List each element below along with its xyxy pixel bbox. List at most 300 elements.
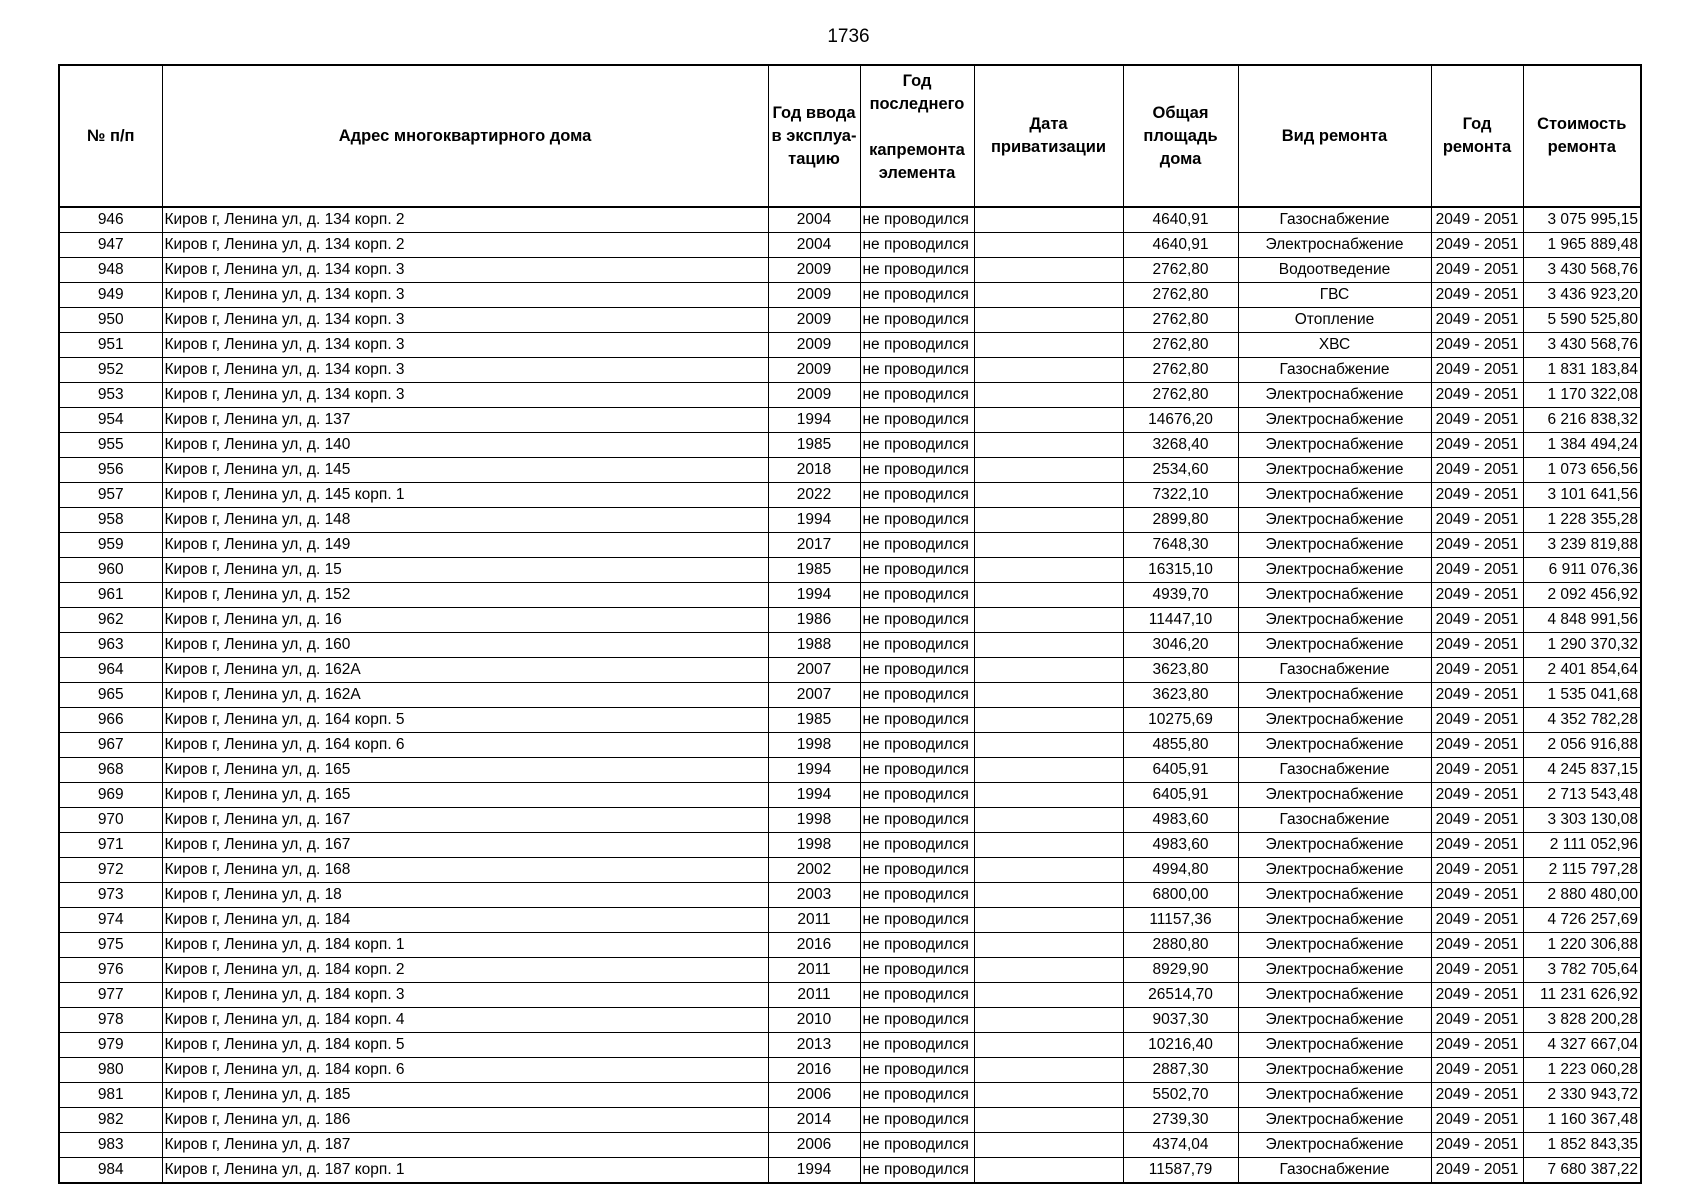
cell-last-repair: не проводился: [860, 683, 974, 708]
cell-privatization: [974, 833, 1123, 858]
table-row: [59, 883, 1641, 908]
cell-last-repair: не проводился: [860, 833, 974, 858]
cell-cost: 3 075 995,15: [1523, 207, 1641, 233]
repair-register-table: [58, 64, 1642, 1184]
cell-privatization: [974, 1033, 1123, 1058]
cell-num: 957: [59, 483, 162, 508]
cell-cost: 1 852 843,35: [1523, 1133, 1641, 1158]
cell-privatization: [974, 683, 1123, 708]
cell-repair-year: 2049 - 2051: [1431, 908, 1523, 933]
cell-area: 4640,91: [1123, 207, 1238, 233]
cell-address: Киров г, Ленина ул, д. 187: [162, 1133, 768, 1158]
cell-repair-type: Электроснабжение: [1238, 933, 1431, 958]
cell-area: 2762,80: [1123, 383, 1238, 408]
cell-year-in: 2009: [768, 333, 860, 358]
table-row: [59, 533, 1641, 558]
cell-repair-type: Электроснабжение: [1238, 883, 1431, 908]
cell-repair-type: Электроснабжение: [1238, 833, 1431, 858]
table-row: [59, 258, 1641, 283]
cell-repair-year: 2049 - 2051: [1431, 833, 1523, 858]
cell-num: 946: [59, 207, 162, 233]
cell-address: Киров г, Ленина ул, д. 167: [162, 808, 768, 833]
cell-last-repair: не проводился: [860, 1108, 974, 1133]
cell-repair-type: Электроснабжение: [1238, 233, 1431, 258]
cell-area: 2762,80: [1123, 333, 1238, 358]
cell-address: Киров г, Ленина ул, д. 149: [162, 533, 768, 558]
cell-privatization: [974, 958, 1123, 983]
table-row: [59, 483, 1641, 508]
cell-num: 964: [59, 658, 162, 683]
table-row: [59, 458, 1641, 483]
cell-num: 948: [59, 258, 162, 283]
cell-repair-year: 2049 - 2051: [1431, 983, 1523, 1008]
table-row: [59, 608, 1641, 633]
cell-year-in: 2018: [768, 458, 860, 483]
cell-area: 26514,70: [1123, 983, 1238, 1008]
cell-address: Киров г, Ленина ул, д. 165: [162, 758, 768, 783]
cell-num: 972: [59, 858, 162, 883]
cell-last-repair: не проводился: [860, 1158, 974, 1184]
cell-repair-year: 2049 - 2051: [1431, 333, 1523, 358]
cell-address: Киров г, Ленина ул, д. 137: [162, 408, 768, 433]
cell-address: Киров г, Ленина ул, д. 184 корп. 5: [162, 1033, 768, 1058]
cell-area: 2762,80: [1123, 308, 1238, 333]
cell-address: Киров г, Ленина ул, д. 134 корп. 2: [162, 233, 768, 258]
cell-year-in: 2016: [768, 1058, 860, 1083]
table-row: [59, 758, 1641, 783]
cell-repair-year: 2049 - 2051: [1431, 533, 1523, 558]
cell-cost: 3 430 568,76: [1523, 333, 1641, 358]
cell-repair-type: Электроснабжение: [1238, 433, 1431, 458]
table-row: [59, 783, 1641, 808]
page-number: 1736: [827, 26, 870, 47]
cell-year-in: 1998: [768, 808, 860, 833]
cell-repair-year: 2049 - 2051: [1431, 858, 1523, 883]
cell-repair-year: 2049 - 2051: [1431, 733, 1523, 758]
header-area: Общая площадь дома: [1123, 65, 1238, 207]
cell-num: 952: [59, 358, 162, 383]
cell-area: 11157,36: [1123, 908, 1238, 933]
cell-last-repair: не проводился: [860, 883, 974, 908]
cell-year-in: 1998: [768, 733, 860, 758]
cell-repair-year: 2049 - 2051: [1431, 508, 1523, 533]
cell-privatization: [974, 1058, 1123, 1083]
cell-address: Киров г, Ленина ул, д. 162А: [162, 683, 768, 708]
cell-repair-type: Электроснабжение: [1238, 1008, 1431, 1033]
table-row: [59, 1033, 1641, 1058]
cell-address: Киров г, Ленина ул, д. 134 корп. 3: [162, 383, 768, 408]
cell-area: 4983,60: [1123, 808, 1238, 833]
cell-repair-year: 2049 - 2051: [1431, 633, 1523, 658]
cell-repair-year: 2049 - 2051: [1431, 458, 1523, 483]
cell-repair-year: 2049 - 2051: [1431, 1158, 1523, 1184]
cell-year-in: 2006: [768, 1133, 860, 1158]
cell-address: Киров г, Ленина ул, д. 134 корп. 3: [162, 258, 768, 283]
cell-num: 961: [59, 583, 162, 608]
cell-repair-year: 2049 - 2051: [1431, 258, 1523, 283]
cell-address: Киров г, Ленина ул, д. 160: [162, 633, 768, 658]
table-row: [59, 683, 1641, 708]
cell-address: Киров г, Ленина ул, д. 134 корп. 3: [162, 283, 768, 308]
cell-repair-year: 2049 - 2051: [1431, 608, 1523, 633]
cell-privatization: [974, 283, 1123, 308]
cell-area: 6405,91: [1123, 783, 1238, 808]
cell-privatization: [974, 1108, 1123, 1133]
cell-area: 16315,10: [1123, 558, 1238, 583]
cell-repair-type: Электроснабжение: [1238, 383, 1431, 408]
table-row: [59, 283, 1641, 308]
cell-repair-year: 2049 - 2051: [1431, 883, 1523, 908]
cell-last-repair: не проводился: [860, 333, 974, 358]
cell-area: 3046,20: [1123, 633, 1238, 658]
cell-address: Киров г, Ленина ул, д. 184 корп. 4: [162, 1008, 768, 1033]
cell-cost: 1 160 367,48: [1523, 1108, 1641, 1133]
cell-cost: 3 101 641,56: [1523, 483, 1641, 508]
cell-area: 4994,80: [1123, 858, 1238, 883]
cell-area: 3623,80: [1123, 683, 1238, 708]
cell-repair-year: 2049 - 2051: [1431, 708, 1523, 733]
cell-address: Киров г, Ленина ул, д. 134 корп. 3: [162, 358, 768, 383]
cell-privatization: [974, 433, 1123, 458]
cell-repair-type: Электроснабжение: [1238, 983, 1431, 1008]
cell-privatization: [974, 808, 1123, 833]
cell-last-repair: не проводился: [860, 1058, 974, 1083]
cell-last-repair: не проводился: [860, 283, 974, 308]
cell-cost: 1 290 370,32: [1523, 633, 1641, 658]
cell-num: 955: [59, 433, 162, 458]
cell-repair-type: Электроснабжение: [1238, 733, 1431, 758]
cell-year-in: 1988: [768, 633, 860, 658]
cell-last-repair: не проводился: [860, 433, 974, 458]
cell-privatization: [974, 633, 1123, 658]
cell-last-repair: не проводился: [860, 733, 974, 758]
cell-num: 958: [59, 508, 162, 533]
cell-area: 2762,80: [1123, 258, 1238, 283]
cell-privatization: [974, 333, 1123, 358]
cell-last-repair: не проводился: [860, 583, 974, 608]
cell-year-in: 2014: [768, 1108, 860, 1133]
cell-year-in: 2009: [768, 358, 860, 383]
cell-repair-year: 2049 - 2051: [1431, 933, 1523, 958]
cell-repair-year: 2049 - 2051: [1431, 207, 1523, 233]
cell-num: 954: [59, 408, 162, 433]
cell-repair-type: Электроснабжение: [1238, 708, 1431, 733]
header-privatization: Дата приватизации: [974, 65, 1123, 207]
cell-privatization: [974, 233, 1123, 258]
table-row: [59, 233, 1641, 258]
header-last-repair-line1: Год последнего: [869, 72, 965, 113]
table-row: [59, 558, 1641, 583]
cell-privatization: [974, 908, 1123, 933]
cell-address: Киров г, Ленина ул, д. 16: [162, 608, 768, 633]
cell-year-in: 2013: [768, 1033, 860, 1058]
cell-address: Киров г, Ленина ул, д. 184 корп. 2: [162, 958, 768, 983]
cell-privatization: [974, 207, 1123, 233]
cell-num: 951: [59, 333, 162, 358]
cell-year-in: 2006: [768, 1083, 860, 1108]
header-last-repair: [860, 65, 974, 207]
cell-repair-type: Электроснабжение: [1238, 783, 1431, 808]
cell-cost: 2 401 854,64: [1523, 658, 1641, 683]
cell-num: 966: [59, 708, 162, 733]
cell-area: 4855,80: [1123, 733, 1238, 758]
cell-repair-year: 2049 - 2051: [1431, 958, 1523, 983]
table-row: [59, 733, 1641, 758]
cell-year-in: 1985: [768, 708, 860, 733]
cell-year-in: 2011: [768, 908, 860, 933]
cell-year-in: 2009: [768, 308, 860, 333]
header-repair-type: Вид ремонта: [1238, 65, 1431, 207]
table-row: [59, 383, 1641, 408]
cell-num: 953: [59, 383, 162, 408]
cell-repair-year: 2049 - 2051: [1431, 583, 1523, 608]
cell-cost: 4 352 782,28: [1523, 708, 1641, 733]
cell-num: 984: [59, 1158, 162, 1184]
cell-address: Киров г, Ленина ул, д. 148: [162, 508, 768, 533]
cell-last-repair: не проводился: [860, 1008, 974, 1033]
cell-repair-type: Электроснабжение: [1238, 633, 1431, 658]
table-row: [59, 207, 1641, 233]
cell-year-in: 1998: [768, 833, 860, 858]
cell-year-in: 1994: [768, 583, 860, 608]
cell-num: 950: [59, 308, 162, 333]
cell-last-repair: не проводился: [860, 908, 974, 933]
cell-cost: 4 327 667,04: [1523, 1033, 1641, 1058]
cell-repair-year: 2049 - 2051: [1431, 1083, 1523, 1108]
cell-area: 11587,79: [1123, 1158, 1238, 1184]
cell-year-in: 2007: [768, 658, 860, 683]
table-body: [59, 207, 1641, 1183]
cell-cost: 3 828 200,28: [1523, 1008, 1641, 1033]
cell-num: 983: [59, 1133, 162, 1158]
cell-repair-type: Электроснабжение: [1238, 608, 1431, 633]
cell-address: Киров г, Ленина ул, д. 164 корп. 6: [162, 733, 768, 758]
cell-cost: 5 590 525,80: [1523, 308, 1641, 333]
cell-repair-type: Электроснабжение: [1238, 1033, 1431, 1058]
cell-num: 977: [59, 983, 162, 1008]
table-row: [59, 1108, 1641, 1133]
cell-area: 14676,20: [1123, 408, 1238, 433]
cell-repair-type: Электроснабжение: [1238, 533, 1431, 558]
cell-num: 978: [59, 1008, 162, 1033]
cell-area: 10216,40: [1123, 1033, 1238, 1058]
cell-area: 6405,91: [1123, 758, 1238, 783]
cell-repair-type: ГВС: [1238, 283, 1431, 308]
cell-address: Киров г, Ленина ул, д. 184 корп. 6: [162, 1058, 768, 1083]
cell-address: Киров г, Ленина ул, д. 186: [162, 1108, 768, 1133]
header-address: Адрес многоквартирного дома: [162, 65, 768, 207]
cell-cost: 1 965 889,48: [1523, 233, 1641, 258]
cell-privatization: [974, 558, 1123, 583]
cell-cost: 4 848 991,56: [1523, 608, 1641, 633]
cell-year-in: 2011: [768, 983, 860, 1008]
cell-area: 7648,30: [1123, 533, 1238, 558]
cell-cost: 2 092 456,92: [1523, 583, 1641, 608]
table-row: [59, 833, 1641, 858]
cell-year-in: 1994: [768, 508, 860, 533]
cell-cost: 3 303 130,08: [1523, 808, 1641, 833]
cell-last-repair: не проводился: [860, 258, 974, 283]
table-row: [59, 358, 1641, 383]
cell-repair-year: 2049 - 2051: [1431, 308, 1523, 333]
cell-num: 968: [59, 758, 162, 783]
cell-year-in: 2022: [768, 483, 860, 508]
table-row: [59, 1083, 1641, 1108]
cell-year-in: 2004: [768, 233, 860, 258]
cell-address: Киров г, Ленина ул, д. 134 корп. 2: [162, 207, 768, 233]
cell-last-repair: не проводился: [860, 658, 974, 683]
cell-privatization: [974, 883, 1123, 908]
table-row: [59, 1158, 1641, 1184]
cell-year-in: 2010: [768, 1008, 860, 1033]
cell-last-repair: не проводился: [860, 808, 974, 833]
cell-privatization: [974, 1008, 1123, 1033]
cell-last-repair: не проводился: [860, 608, 974, 633]
cell-cost: 3 239 819,88: [1523, 533, 1641, 558]
cell-area: 2762,80: [1123, 358, 1238, 383]
cell-repair-type: Электроснабжение: [1238, 1083, 1431, 1108]
cell-num: 976: [59, 958, 162, 983]
cell-last-repair: не проводился: [860, 983, 974, 1008]
cell-area: 11447,10: [1123, 608, 1238, 633]
cell-cost: 2 330 943,72: [1523, 1083, 1641, 1108]
header-row: [59, 65, 1641, 207]
cell-area: 5502,70: [1123, 1083, 1238, 1108]
cell-last-repair: не проводился: [860, 408, 974, 433]
cell-cost: 1 220 306,88: [1523, 933, 1641, 958]
table-row: [59, 708, 1641, 733]
cell-area: 10275,69: [1123, 708, 1238, 733]
table-row: [59, 983, 1641, 1008]
cell-area: 7322,10: [1123, 483, 1238, 508]
table-row: [59, 333, 1641, 358]
cell-year-in: 2009: [768, 283, 860, 308]
cell-privatization: [974, 583, 1123, 608]
cell-area: 2899,80: [1123, 508, 1238, 533]
cell-last-repair: не проводился: [860, 207, 974, 233]
cell-privatization: [974, 658, 1123, 683]
cell-year-in: 2009: [768, 383, 860, 408]
cell-num: 973: [59, 883, 162, 908]
cell-cost: 2 115 797,28: [1523, 858, 1641, 883]
cell-repair-year: 2049 - 2051: [1431, 783, 1523, 808]
cell-last-repair: не проводился: [860, 708, 974, 733]
cell-address: Киров г, Ленина ул, д. 165: [162, 783, 768, 808]
cell-repair-type: Электроснабжение: [1238, 458, 1431, 483]
cell-area: 6800,00: [1123, 883, 1238, 908]
cell-last-repair: не проводился: [860, 758, 974, 783]
cell-num: 982: [59, 1108, 162, 1133]
cell-cost: 11 231 626,92: [1523, 983, 1641, 1008]
header-repair-year: Год ремонта: [1431, 65, 1523, 207]
cell-address: Киров г, Ленина ул, д. 187 корп. 1: [162, 1158, 768, 1184]
cell-privatization: [974, 758, 1123, 783]
cell-repair-type: Электроснабжение: [1238, 908, 1431, 933]
cell-repair-year: 2049 - 2051: [1431, 808, 1523, 833]
cell-address: Киров г, Ленина ул, д. 168: [162, 858, 768, 883]
table-row: [59, 658, 1641, 683]
cell-num: 962: [59, 608, 162, 633]
table-row: [59, 308, 1641, 333]
cell-address: Киров г, Ленина ул, д. 15: [162, 558, 768, 583]
cell-cost: 1 228 355,28: [1523, 508, 1641, 533]
cell-repair-year: 2049 - 2051: [1431, 383, 1523, 408]
cell-privatization: [974, 258, 1123, 283]
cell-privatization: [974, 858, 1123, 883]
cell-year-in: 1994: [768, 783, 860, 808]
cell-privatization: [974, 733, 1123, 758]
cell-cost: 4 726 257,69: [1523, 908, 1641, 933]
cell-last-repair: не проводился: [860, 458, 974, 483]
cell-repair-year: 2049 - 2051: [1431, 558, 1523, 583]
cell-cost: 3 436 923,20: [1523, 283, 1641, 308]
cell-num: 956: [59, 458, 162, 483]
cell-num: 963: [59, 633, 162, 658]
cell-area: 2880,80: [1123, 933, 1238, 958]
cell-privatization: [974, 533, 1123, 558]
cell-area: 3268,40: [1123, 433, 1238, 458]
table-row: [59, 508, 1641, 533]
cell-cost: 6 216 838,32: [1523, 408, 1641, 433]
cell-repair-type: Электроснабжение: [1238, 683, 1431, 708]
cell-num: 960: [59, 558, 162, 583]
cell-address: Киров г, Ленина ул, д. 185: [162, 1083, 768, 1108]
cell-last-repair: не проводился: [860, 558, 974, 583]
cell-repair-year: 2049 - 2051: [1431, 1033, 1523, 1058]
cell-repair-year: 2049 - 2051: [1431, 433, 1523, 458]
cell-privatization: [974, 608, 1123, 633]
cell-cost: 3 430 568,76: [1523, 258, 1641, 283]
cell-cost: 2 056 916,88: [1523, 733, 1641, 758]
cell-repair-type: Электроснабжение: [1238, 1058, 1431, 1083]
cell-last-repair: не проводился: [860, 358, 974, 383]
cell-last-repair: не проводился: [860, 933, 974, 958]
cell-year-in: 1994: [768, 408, 860, 433]
cell-address: Киров г, Ленина ул, д. 140: [162, 433, 768, 458]
cell-area: 2762,80: [1123, 283, 1238, 308]
table-row: [59, 633, 1641, 658]
cell-address: Киров г, Ленина ул, д. 145: [162, 458, 768, 483]
table-row: [59, 808, 1641, 833]
cell-num: 980: [59, 1058, 162, 1083]
cell-year-in: 2003: [768, 883, 860, 908]
header-cost: Стоимость ремонта: [1523, 65, 1641, 207]
table-row: [59, 433, 1641, 458]
cell-privatization: [974, 1083, 1123, 1108]
cell-last-repair: не проводился: [860, 958, 974, 983]
cell-year-in: 2007: [768, 683, 860, 708]
cell-address: Киров г, Ленина ул, д. 167: [162, 833, 768, 858]
cell-year-in: 1994: [768, 758, 860, 783]
cell-num: 971: [59, 833, 162, 858]
cell-area: 8929,90: [1123, 958, 1238, 983]
cell-last-repair: не проводился: [860, 308, 974, 333]
cell-cost: 1 384 494,24: [1523, 433, 1641, 458]
cell-repair-type: ХВС: [1238, 333, 1431, 358]
cell-last-repair: не проводился: [860, 783, 974, 808]
cell-repair-type: Электроснабжение: [1238, 483, 1431, 508]
cell-repair-type: Газоснабжение: [1238, 658, 1431, 683]
cell-privatization: [974, 408, 1123, 433]
cell-last-repair: не проводился: [860, 633, 974, 658]
cell-area: 3623,80: [1123, 658, 1238, 683]
table-row: [59, 1008, 1641, 1033]
cell-cost: 2 111 052,96: [1523, 833, 1641, 858]
cell-year-in: 2011: [768, 958, 860, 983]
cell-privatization: [974, 483, 1123, 508]
header-num: № п/п: [59, 65, 162, 207]
cell-address: Киров г, Ленина ул, д. 152: [162, 583, 768, 608]
